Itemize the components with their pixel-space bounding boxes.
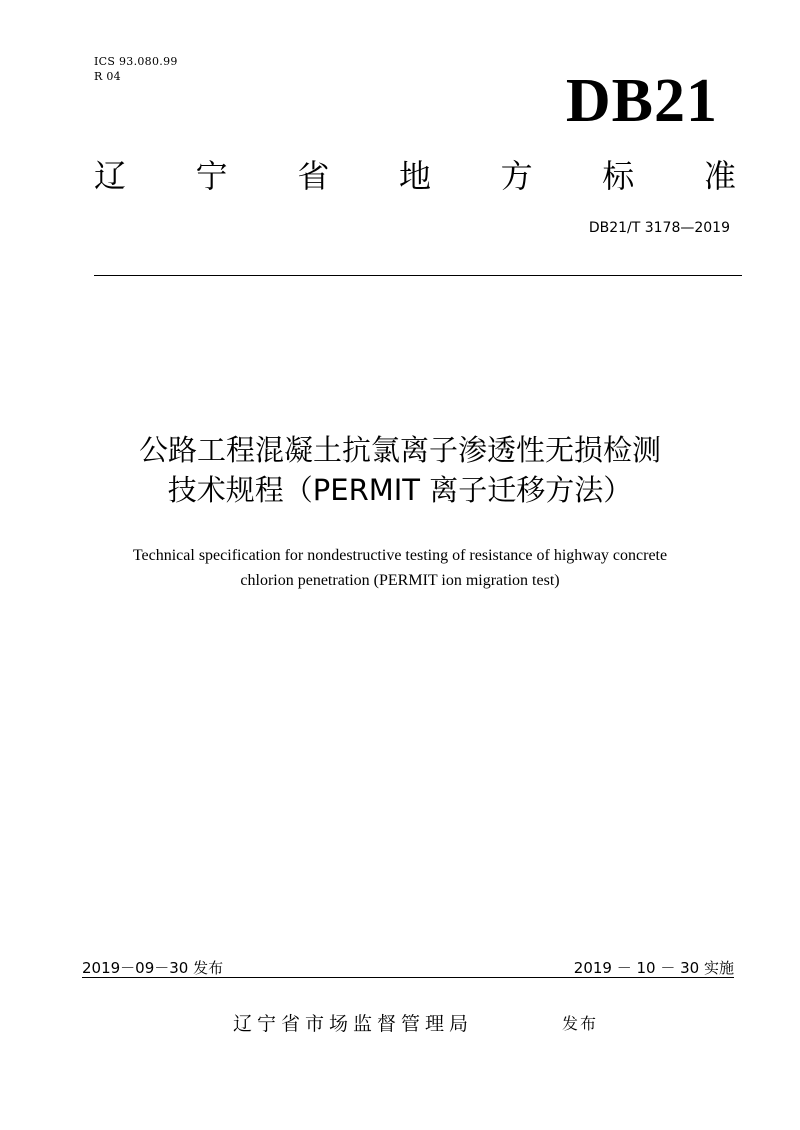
standard-type-char: 方 [500, 157, 533, 195]
implement-date: 2019 － 10 － 30 实施 [573, 959, 734, 977]
standard-type-char: 辽 [94, 157, 127, 195]
db-standard-code: DB21 [565, 67, 718, 135]
english-title [40, 543, 760, 593]
standard-type-char: 省 [297, 157, 330, 195]
standard-type-char: 地 [398, 157, 431, 195]
english-title-line-1: Technical specification for nondestructive testing of resistance of highway concrete [132, 547, 668, 564]
publish-date: 2019－09－30 发布 [82, 959, 224, 977]
standard-type-char: 标 [602, 157, 635, 195]
standard-number: DB21/T 3178—2019 [588, 220, 730, 236]
header-divider [94, 275, 742, 276]
chinese-title [60, 430, 740, 510]
footer-divider [82, 977, 734, 978]
standard-type-char: 准 [703, 157, 736, 195]
issue-label: 发布 [562, 1014, 599, 1033]
standard-type-char: 宁 [195, 157, 228, 195]
issuing-authority: 辽宁省市场监督管理局 [233, 1013, 474, 1035]
english-title-line-2: chlorion penetration (PERMIT ion migration test) [240, 572, 560, 589]
classification-codes [94, 54, 178, 84]
standard-type-heading [94, 156, 736, 196]
ics-code: ICS 93.080.99 [94, 55, 178, 68]
chinese-title-line-1: 公路工程混凝土抗氯离子渗透性无损检测 [138, 433, 661, 467]
chinese-title-line-2: 技术规程（PERMIT 离子迁移方法） [167, 473, 633, 507]
category-code: R 04 [94, 70, 121, 83]
